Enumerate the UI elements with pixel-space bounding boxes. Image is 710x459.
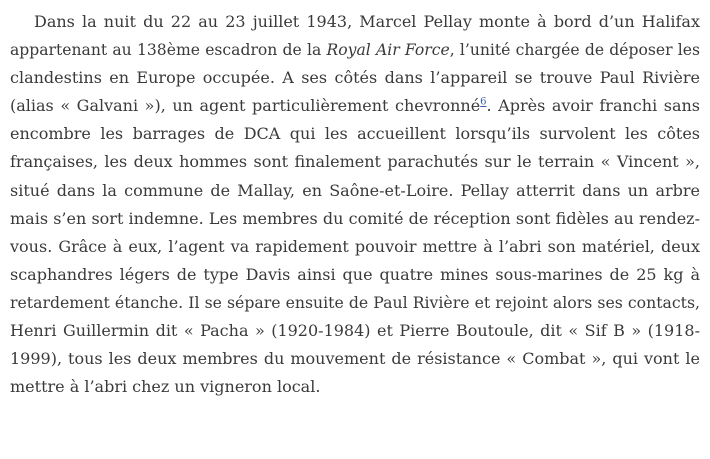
text-line: retardement étanche. Il se sépare ensuite de Paul Rivière et rejoint alors ses contacts, [10,292,700,312]
text-line: vous. Grâce à eux, l’agent va rapidement pouvoir mettre à l’abri son matériel, deux [10,236,700,256]
text-line [10,36,700,64]
text-segment: (alias « Galvani »), un agent particulièrement chevronné [10,96,481,116]
text-segment: , l’unité chargée de déposer les [449,41,700,60]
text-line: mais s’en sort indemne. Les membres du comité de réception sont fidèles au rendez- [10,208,700,228]
text-line: 1999), tous les deux membres du mouvement de résistance « Combat », qui vont le [10,349,700,369]
text-line: Henri Guillermin dit « Pacha » (1920-1984) et Pierre Boutoule, dit « Sif B » (1918- [10,321,700,341]
footnote-link[interactable]: 6 [480,96,487,108]
italic-unit-name: Royal Air Force [326,41,450,60]
text-line: clandestins en Europe occupée. A ses côtés dans l’appareil se trouve Paul Rivière [10,68,700,88]
text-line [10,92,700,120]
text-line: mettre à l’abri chez un vigneron local. [10,377,321,397]
text-segment: . Après avoir franchi sans [486,96,700,116]
text-line: situé dans la commune de Mallay, en Saône-et-Loire. Pellay atterrit dans un arbre [10,180,700,200]
text-line: scaphandres légers de type Davis ainsi que quatre mines sous-marines de 25 kg à [10,264,700,284]
text-line: françaises, les deux hommes sont finalement parachutés sur le terrain « Vincent », [10,152,700,172]
text-line: encombre les barrages de DCA qui les accueillent lorsqu’ils survolent les côtes [10,124,700,144]
text-segment: appartenant au 138ème escadron de la [10,41,327,60]
text-line: Dans la nuit du 22 au 23 juillet 1943, Marcel Pellay monte à bord d’un Halifax [34,12,700,31]
body-paragraph [10,8,700,401]
